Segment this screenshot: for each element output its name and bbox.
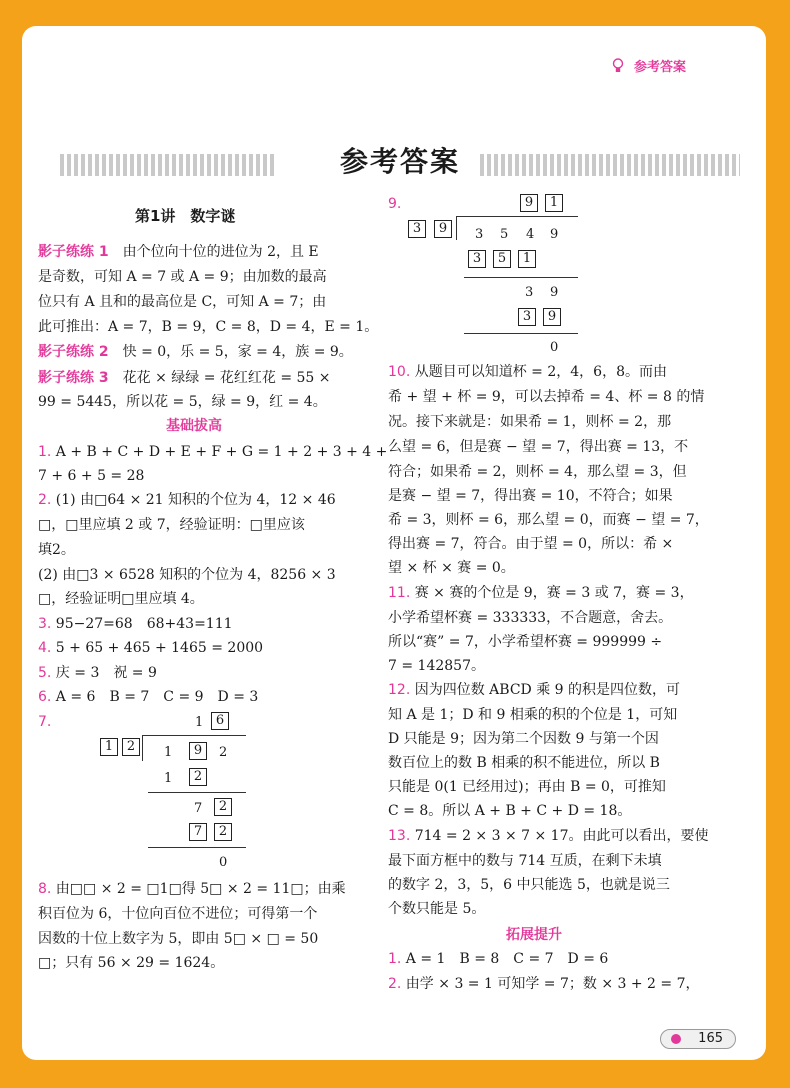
text-line: 99 = 5445，所以花 = 5，绿 = 9，红 = 4。 [38, 394, 327, 410]
text-line: 是赛 − 望 = 7，得出赛 = 10，不符合；如果 [388, 488, 673, 504]
division-digit: 3 [525, 285, 534, 300]
text-line: 填2。 [38, 542, 75, 558]
text-line: 因数的十位上数字为 5，即由 5□ × □ = 50 [38, 931, 319, 947]
text-line: 积百位为 6，十位向百位不进位；可得第一个 [38, 906, 318, 922]
division-digit: 4 [526, 227, 535, 242]
text-line: 的数字 2，3，5，6 中只能选 5，也就是说三 [388, 877, 670, 893]
list-item: 10. 从题目可以知道杯 = 2，4，6，8。而由 [388, 364, 667, 380]
text-line: □，□里应填 2 或 7，经验证明：□里应该 [38, 517, 305, 533]
text-line: 小学希望杯赛 = 333333，不合题意，舍去。 [388, 610, 673, 626]
text-line: 么望 = 6，但是赛 − 望 = 7，得出赛 = 13，不 [388, 439, 689, 455]
item-9-number: 9. [388, 196, 402, 212]
division-digit: 7 [194, 801, 203, 816]
lightbulb-icon [612, 58, 624, 73]
running-header [612, 56, 686, 75]
division-digit: 3 [475, 227, 484, 242]
text-line: 影子练练 2 快 = 0，乐 = 5，家 = 4，族 = 9。 [38, 344, 353, 360]
text-line: □，经验证明□里应填 4。 [38, 591, 204, 607]
division-digit-box: 2 [214, 798, 232, 816]
text-line: 个数只能是 5。 [388, 901, 486, 917]
list-item: 4. 5 + 65 + 465 + 1465 = 2000 [38, 640, 264, 656]
list-item: 7. [38, 714, 52, 730]
section-heading: 拓展提升 [506, 927, 562, 943]
division-digit-box: 6 [211, 712, 229, 730]
division-digit: 5 [500, 227, 509, 242]
division-digit-box: 2 [122, 738, 140, 756]
list-item: 8. 由□□ × 2 = □1□得 5□ × 2 = 11□；由乘 [38, 881, 346, 897]
division-line [148, 792, 246, 793]
page [22, 26, 766, 1060]
division-digit-box: 9 [434, 220, 452, 238]
flower-icon [671, 1034, 681, 1044]
text-line: 7 + 6 + 5 = 28 [38, 468, 145, 484]
division-digit-box: 3 [408, 220, 426, 238]
header-label: 参考答案 [634, 60, 687, 75]
text-line: C = 8。所以 A + B + C + D = 18。 [388, 803, 632, 819]
title-row [60, 138, 740, 190]
text-line: 得出赛 = 7，符合。由于望 = 0，所以：希 × [388, 536, 674, 552]
text-line: 符合；如果希 = 2，则杯 = 4，那么望 = 3，但 [388, 464, 687, 480]
list-item: 6. A = 6 B = 7 C = 9 D = 3 [38, 689, 259, 705]
text-line: 最下面方框中的数与 714 互质，在剩下未填 [388, 853, 662, 869]
division-digit-box: 1 [100, 738, 118, 756]
division-digit-box: 9 [189, 742, 207, 760]
division-digit-box: 2 [189, 768, 207, 786]
text-line: 影子练练 1 由个位向十位的进位为 2，且 E [38, 244, 319, 260]
division-bracket [456, 216, 457, 240]
lesson-title: 第1讲 数字谜 [135, 207, 236, 225]
division-digit: 1 [164, 771, 173, 786]
text-line: 况。接下来就是：如果希 = 1，则杯 = 2，那 [388, 414, 672, 430]
division-line [148, 847, 246, 848]
division-digit: 1 [195, 715, 204, 730]
text-line: 7 = 142857。 [388, 658, 485, 674]
division-bar [142, 735, 246, 736]
division-digit-box: 9 [520, 194, 538, 212]
division-digit-box: 5 [493, 250, 511, 268]
division-digit-box: 2 [214, 823, 232, 841]
text-line: 希 = 3，则杯 = 6，那么望 = 0，而赛 − 望 = 7， [388, 512, 709, 528]
text-line: 知 A 是 1；D 和 9 相乘的积的个位是 1，可知 [388, 707, 678, 723]
division-digit-box: 9 [543, 308, 561, 326]
division-remainder: 0 [219, 855, 228, 870]
text-line: 影子练练 3 花花 × 绿绿 = 花红红花 = 55 × [38, 370, 331, 386]
text-line: 望 × 杯 × 赛 = 0。 [388, 560, 515, 576]
list-item: 1. A + B + C + D + E + F + G = 1 + 2 + 3 + 4 + [38, 444, 388, 460]
division-digit-box: 1 [518, 250, 536, 268]
division-line [464, 277, 578, 278]
text-line: 所以“赛” = 7，小学希望杯赛 = 999999 ÷ [388, 634, 663, 650]
text-line: □；只有 56 × 29 = 1624。 [38, 955, 225, 971]
list-item: 3. 95−27=68 68+43=111 [38, 616, 233, 632]
division-remainder: 0 [550, 340, 559, 355]
list-item: 12. 因为四位数 ABCD 乘 9 的积是四位数，可 [388, 682, 681, 698]
list-item: 2. (1) 由□64 × 21 知积的个位为 4，12 × 46 [38, 492, 336, 508]
text-line: 是奇数，可知 A = 7 或 A = 9；由加数的最高 [38, 269, 327, 285]
division-digit: 2 [219, 745, 228, 760]
text-line: (2) 由□3 × 6528 知积的个位为 4，8256 × 3 [38, 567, 336, 583]
division-digit: 9 [550, 227, 559, 242]
division-digit-box: 3 [468, 250, 486, 268]
text-line: 此可推出：A = 7，B = 9，C = 8，D = 4，E = 1。 [38, 319, 379, 335]
list-item: 5. 庆 = 3 祝 = 9 [38, 665, 157, 681]
division-digit-box: 7 [189, 823, 207, 841]
division-digit-box: 1 [545, 194, 563, 212]
list-item: 1. A = 1 B = 8 C = 7 D = 6 [388, 951, 609, 967]
list-item: 11. 赛 × 赛的个位是 9，赛 = 3 或 7，赛 = 3， [388, 585, 694, 601]
list-item: 2. 由学 × 3 = 1 可知学 = 7；数 × 3 + 2 = 7， [388, 976, 700, 992]
division-digit-box: 3 [518, 308, 536, 326]
section-heading: 基础拔高 [166, 418, 222, 434]
text-line: 位只有 A 且和的最高位是 C，可知 A = 7；由 [38, 294, 327, 310]
page-title: 参考答案 [339, 145, 460, 178]
text-line: D 只能是 9；因为第二个因数 9 与第一个因 [388, 731, 659, 747]
text-line: 希 + 望 + 杯 = 9，可以去掉希 = 4、杯 = 8 的情 [388, 389, 705, 405]
division-bracket [142, 735, 143, 761]
division-digit: 9 [550, 285, 559, 300]
list-item: 13. 714 = 2 × 3 × 7 × 17。由此可以看出，要使 [388, 828, 709, 844]
division-digit: 1 [164, 745, 173, 760]
division-bar [456, 216, 578, 217]
page-number: 165 [660, 1029, 736, 1049]
text-line: 数百位上的数 B 相乘的积不能进位，所以 B [388, 755, 660, 771]
division-line [464, 333, 578, 334]
text-line: 只能是 0(1 已经用过)；再由 B = 0，可推知 [388, 779, 666, 795]
